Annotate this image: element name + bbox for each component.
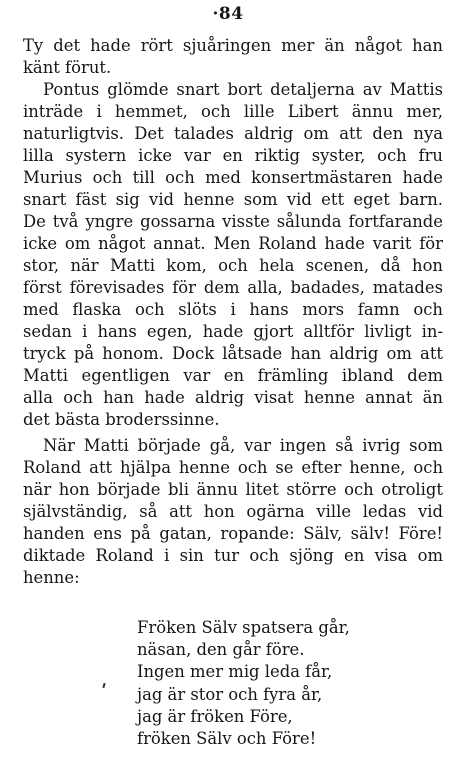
text-line: med flaska och slöts i hans mors famn och — [23, 300, 443, 319]
poem-line: fröken Sälv och Före! — [137, 729, 317, 749]
text-line: Roland att hjälpa henne och se efter henne, och — [23, 458, 443, 477]
text-line: först förevisades för dem alla, badades, matades — [23, 278, 443, 297]
text-line: stor, när Matti kom, och hela scenen, då hon — [23, 256, 443, 275]
page-number: ·84 — [212, 4, 244, 24]
text-line: Murius och till och med konsertmästaren hade — [23, 168, 443, 187]
text-line: diktade Roland i sin tur och sjöng en visa om — [23, 546, 443, 565]
paragraph-2 — [23, 79, 443, 431]
poem-line: jag är fröken Före, — [137, 706, 293, 726]
text-line: lilla systern icke var en riktig syster, och fru — [23, 146, 443, 165]
paragraph-3 — [23, 435, 443, 589]
poem-line: Ingen mer mig leda får, — [137, 662, 333, 682]
text-line: När Matti började gå, var ingen så ivrig som — [43, 436, 443, 455]
text-line: självständig, så att hon ogärna ville ledas vid — [23, 502, 443, 521]
text-line: sedan i hans egen, hade gjort alltför livligt in- — [23, 322, 443, 341]
text-line: Ty det hade rört sjuåringen mer än något han — [23, 36, 443, 55]
text-line: De två yngre gossarna visste sålunda fortfarande — [23, 212, 443, 231]
poem — [137, 617, 350, 750]
poem-line: Fröken Sälv spatsera går, — [137, 618, 350, 637]
paragraph-1 — [23, 35, 443, 79]
body-text — [23, 35, 443, 589]
text-line: inträde i hemmet, och lille Libert ännu mer, — [23, 102, 443, 121]
text-line: tryck på honom. Dock låtsade han aldrig om att — [23, 344, 443, 363]
text-line: Matti egentligen var en främling ibland dem — [23, 366, 443, 385]
poem-line: jag är stor och fyra år, — [137, 684, 323, 704]
text-line: icke om något annat. Men Roland hade varit för — [23, 234, 443, 253]
text-line: känt förut. — [23, 58, 112, 77]
text-line: henne: — [23, 568, 80, 587]
text-line: naturligtvis. Det talades aldrig om att den nya — [23, 124, 443, 143]
text-line: det bästa broderssinne. — [23, 410, 220, 429]
text-line: snart fäst sig vid henne som vid ett eget barn. — [23, 190, 443, 209]
poem-line: näsan, den går före. — [137, 640, 305, 660]
text-line: Pontus glömde snart bort detaljerna av Mattis — [43, 80, 443, 99]
ink-speck — [102, 683, 105, 688]
text-line: när hon började bli ännu litet större och otroligt — [23, 480, 443, 499]
text-line: alla och han hade aldrig visat henne annat än — [23, 388, 443, 407]
text-line: handen ens på gatan, ropande: Sälv, sälv! Före! — [23, 524, 443, 543]
